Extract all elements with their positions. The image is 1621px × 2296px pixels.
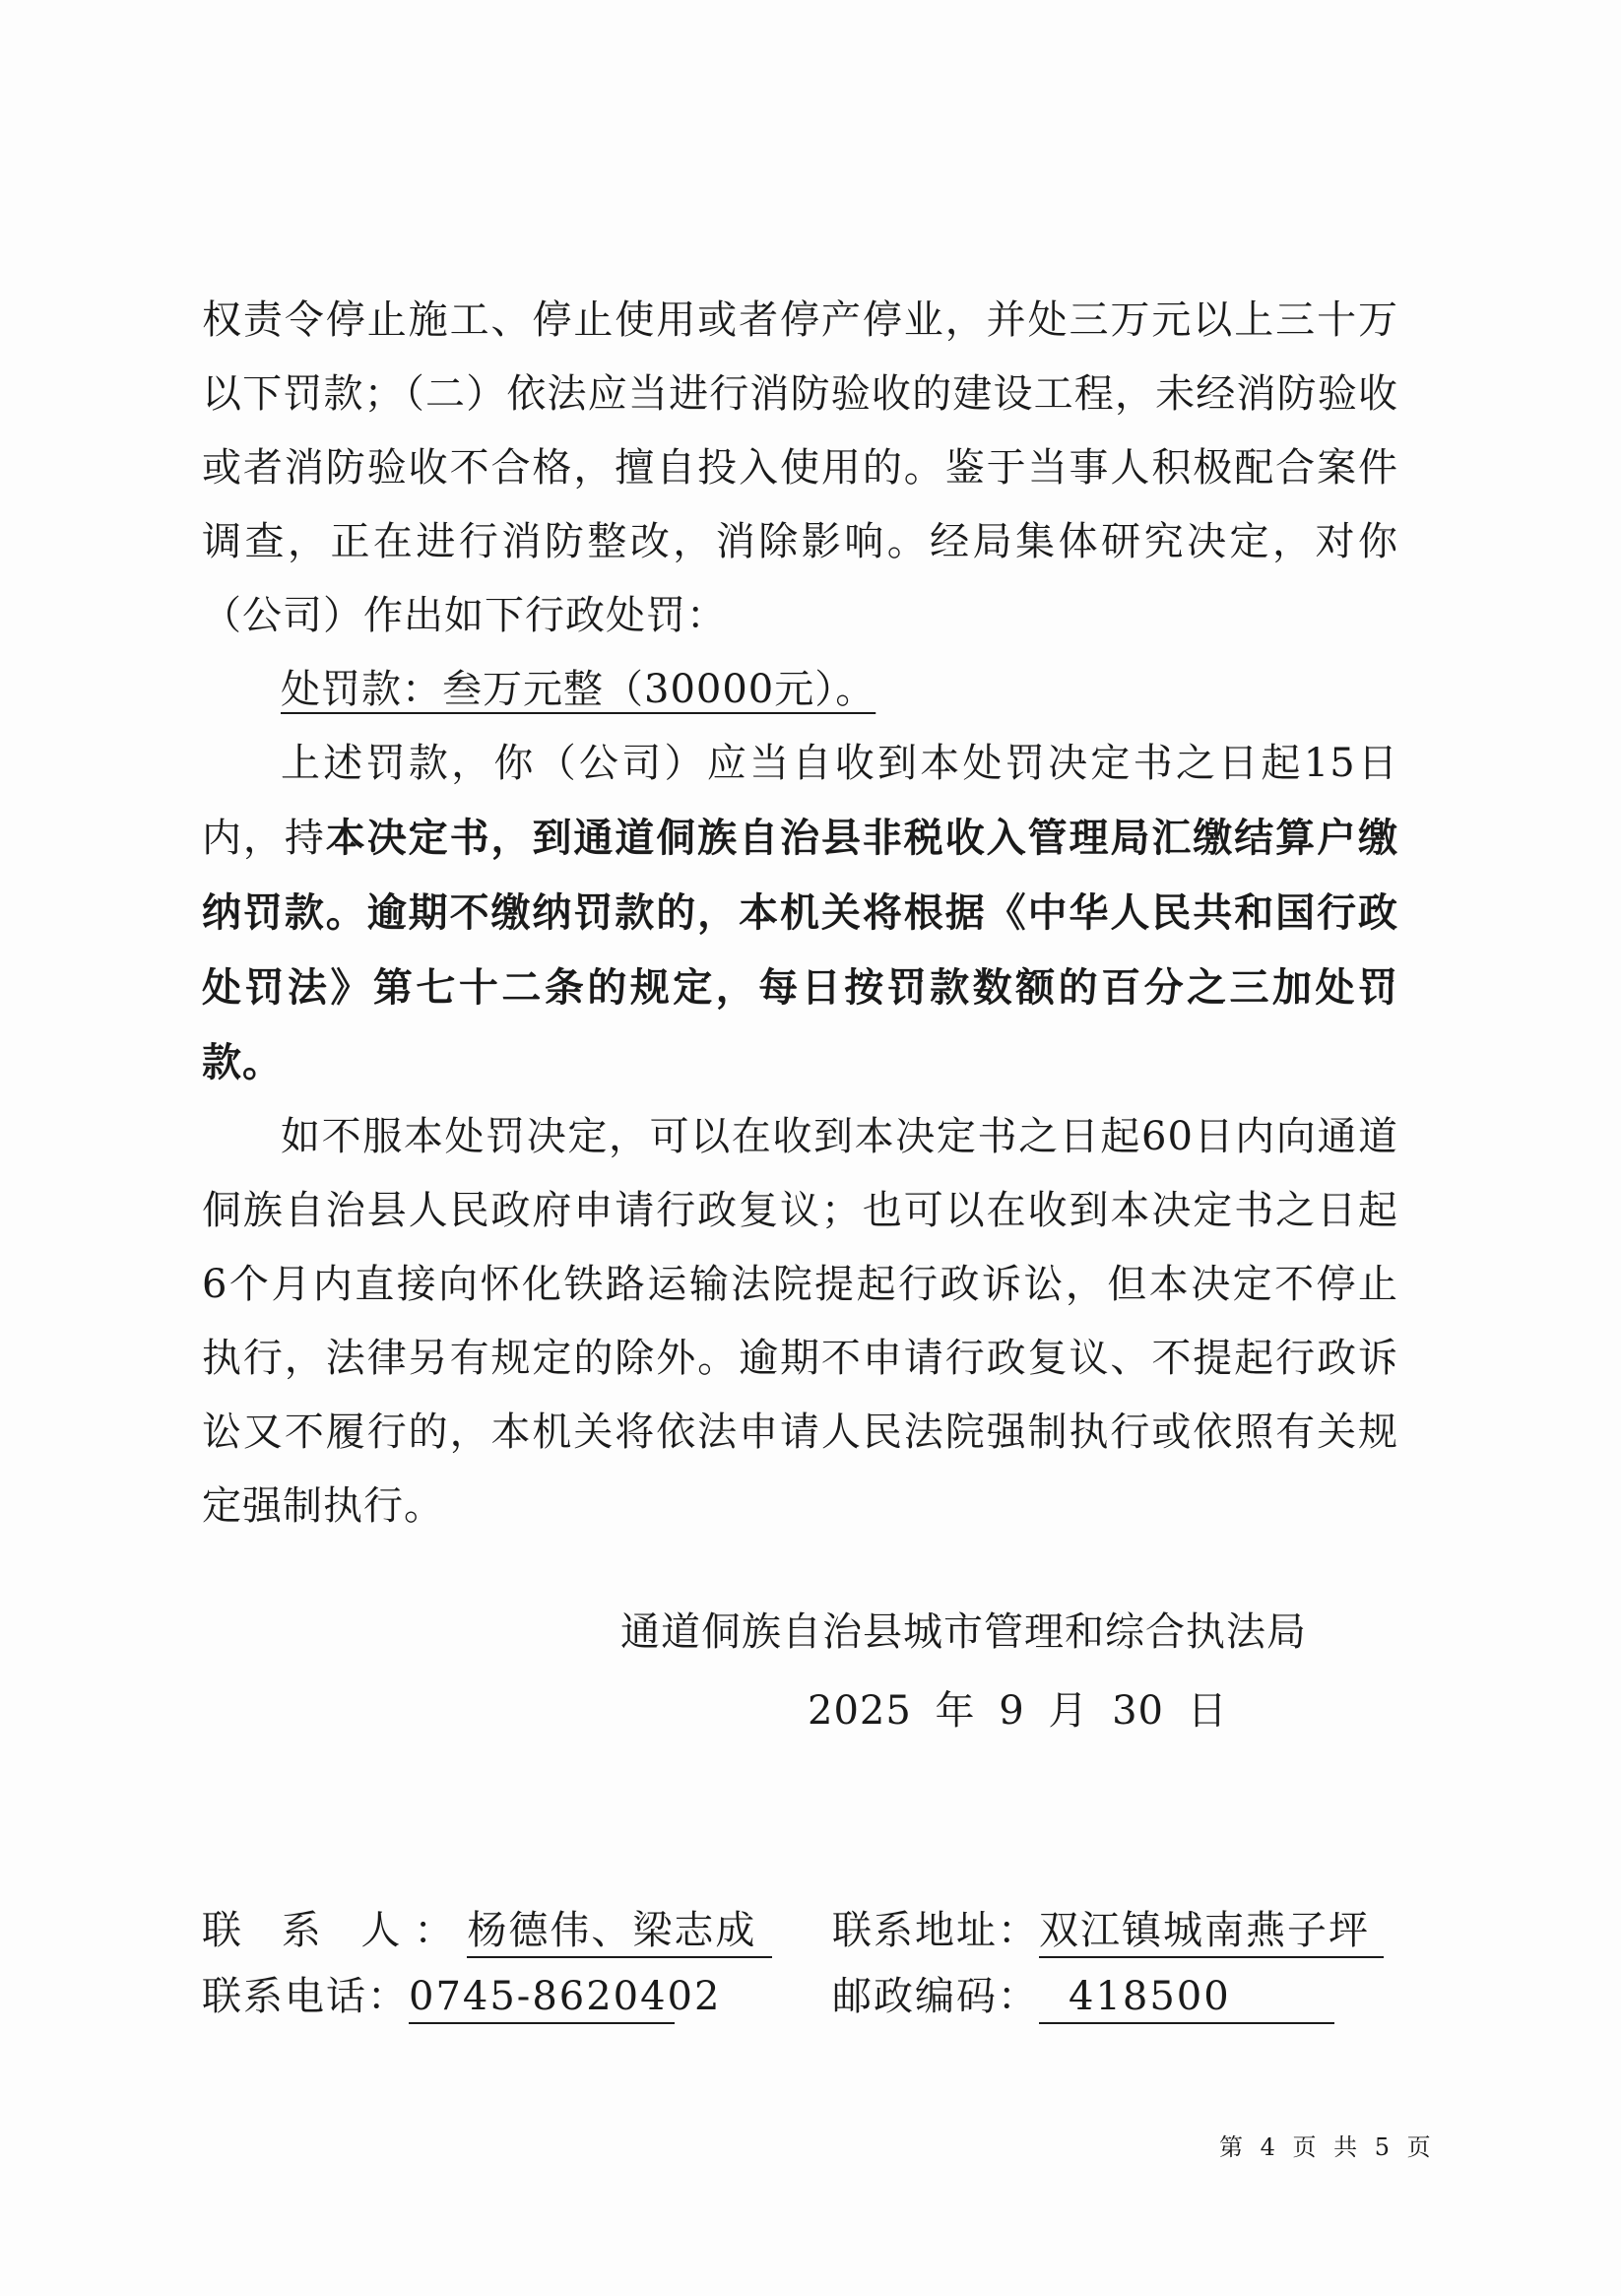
contact-phone — [202, 1965, 722, 2024]
paragraph-appeal: 如不服本处罚决定，可以在收到本决定书之日起60日内向通道侗族自治县人民政府申请行政复议；也可以在收到本决定书之日起6个月内直接向怀化铁路运输法院提起行政诉讼，但本决定不停止执行，法律另有规定的除外。逾期不申请行政复议、不提起行政诉讼又不履行的，本机关将依法申请人民法院强制执行或依照有关规定强制执行。 — [202, 1114, 1398, 1529]
contact-postcode-label: 邮政编码： — [832, 1974, 1039, 2019]
contact-postcode — [832, 1965, 1334, 2024]
payment-text-bold: 本决定书，到通道侗族自治县非税收入管理局汇缴结算户缴纳罚款。逾期不缴纳罚款的，本机关将根据《中华人民共和国行政处罚法》第七十二条的规定，每日按罚款数额的百分之三加处罚款。 — [202, 815, 1399, 1085]
contact-address — [832, 1899, 1384, 1958]
issuing-authority: 通道侗族自治县城市管理和综合执法局 — [620, 1609, 1307, 1655]
contact-address-label: 联系地址： — [832, 1908, 1039, 1953]
contact-address-value: 双江镇城南燕子坪 — [1039, 1909, 1384, 1958]
paragraph-penalty — [202, 653, 1398, 727]
contact-person-label: 联 系 人： — [202, 1908, 468, 1953]
contact-phone-value: 0745-8620402 — [409, 1975, 675, 2024]
decision-body — [202, 284, 1398, 1543]
paragraph-legal-basis: 权责令停止施工、停止使用或者停产停业，并处三万元以上三十万以下罚款；（二）依法应当进行消防验收的建设工程，未经消防验收或者消防验收不合格，擅自投入使用的。鉴于当事人积极配合案件调查，正在进行消防整改，消除影响。经局集体研究决定，对你（公司）作出如下行政处罚： — [202, 297, 1398, 638]
penalty-amount: 处罚款：叁万元整（30000元）。 — [281, 667, 876, 712]
page-indicator: 第 4 页 共 5 页 — [1219, 2133, 1434, 2161]
paragraph-payment — [202, 727, 1398, 1100]
contact-phone-label: 联系电话： — [202, 1974, 409, 2019]
contact-person — [202, 1899, 772, 1958]
issue-date: 2025 年 9 月 30 日 — [808, 1688, 1228, 1734]
payment-text-lead: 上述罚款，你（公司）应当自收到本处罚决定书之日起15日内，持 — [202, 741, 1398, 861]
contact-person-value: 杨德伟、梁志成 — [467, 1909, 772, 1958]
contact-postcode-value: 418500 — [1039, 1975, 1334, 2024]
